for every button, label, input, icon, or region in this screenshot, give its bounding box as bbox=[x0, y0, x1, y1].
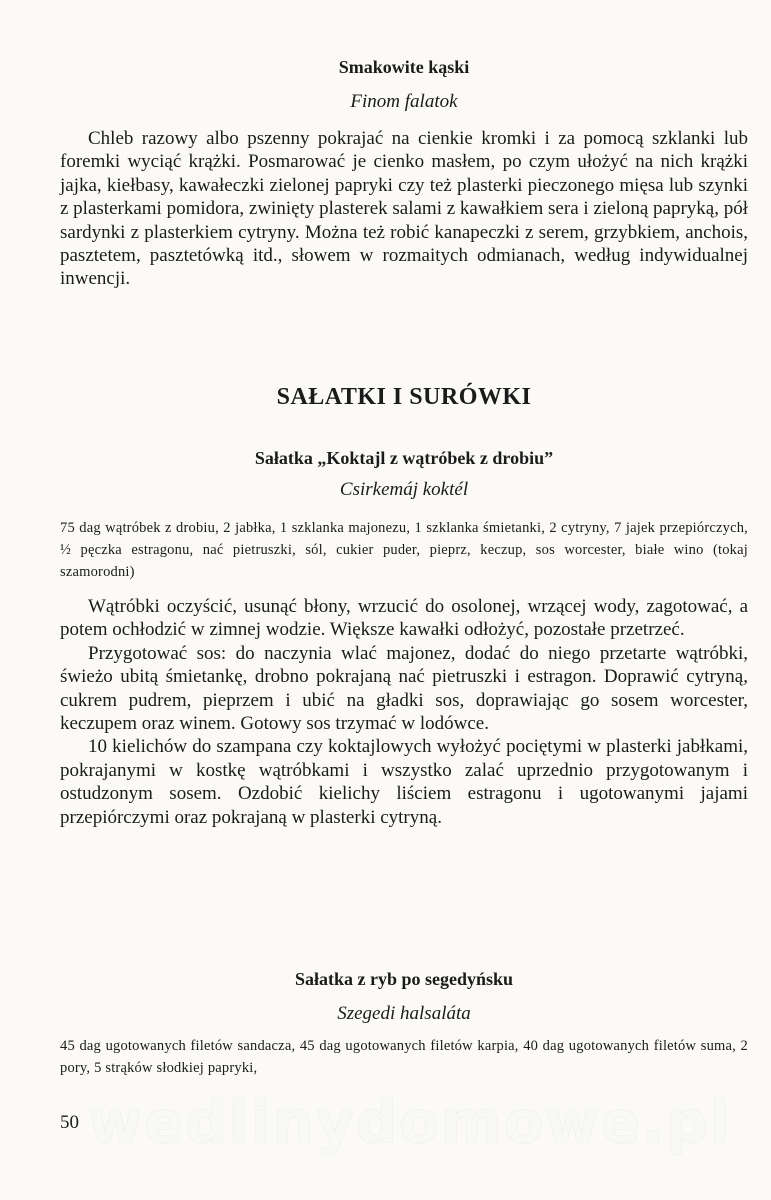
recipe-subtitle: Finom falatok bbox=[350, 91, 458, 112]
recipe-subtitle: Szegedi halsaláta bbox=[337, 1003, 471, 1024]
watermark: wedlinydomowe.pl bbox=[88, 1088, 732, 1156]
recipe-paragraph: Przygotować sos: do naczynia wlać majonez, dodać do niego przetarte wątróbki, świeżo ubitą śmietankę, drobno pokrajaną nać pietruszki i estragon. Doprawić cytryną, cukrem pudrem, pieprzem i ubić na gładki sos, doprawiając go sosem worcester, keczupem oraz winem. Gotowy sos trzymać w lodówce. bbox=[60, 642, 748, 735]
recipe-subtitle: Csirkemáj koktél bbox=[339, 479, 469, 500]
section-smakowite-kaski bbox=[60, 56, 748, 291]
ingredients-list: 45 dag ugotowanych filetów sandacza, 45 dag ugotowanych filetów karpia, 40 dag ugotowanych filetów suma, 2 pory, 5 strąków słodkiej papryki, bbox=[60, 1038, 748, 1076]
chapter-heading: SAŁATKI I SURÓWKI bbox=[276, 384, 532, 410]
recipe-salatka-z-ryb bbox=[60, 968, 748, 1079]
recipe-title: Sałatka „Koktajl z wątróbek z drobiu” bbox=[254, 448, 554, 468]
recipe-paragraph: Chleb razowy albo pszenny pokrajać na cienkie kromki i za pomocą szklanki lub foremki wyciąć krążki. Posmarować je cienko masłem, po czym ułożyć na nich krążki jajka, kiełbasy, kawałeczki zielonej papryki czy też plasterki pieczonego mięsa lub szynki z plasterkami pomidora, zwinięty plasterek salami z kawałkiem sera i zieloną papryką, pół sardynki z plasterkiem cytryny. Można też robić kanapeczki z serem, grzybkiem, anchois, pasztetem, pasztetówką itd., słowem w rozmaitych odmianach, według indywidualnej inwencji. bbox=[60, 128, 748, 290]
recipe-paragraph: 10 kielichów do szampana czy koktajlowych wyłożyć pociętymi w plasterki jabłkami, pokrajanymi w kostkę wątróbkami i wszystko zalać uprzednio przygotowanym i ostudzonym sosem. Ozdobić kielichy liściem estragonu i ugotowanymi jajami przepiórczymi oraz pokrajaną w plasterki cytryną. bbox=[60, 736, 748, 828]
section-heading bbox=[60, 383, 748, 411]
recipe-title: Sałatka z ryb po segedyńsku bbox=[294, 969, 514, 989]
ingredients-list: 75 dag wątróbek z drobiu, 2 jabłka, 1 szklanka majonezu, 1 szklanka śmietanki, 2 cytryny, 7 jajek przepiórczych, ½ pęczka estragonu, nać pietruszki, sól, cukier puder, pieprz, keczup, sos worcester, białe wino (tokaj szamorodni) bbox=[60, 520, 748, 580]
recipe-koktajl bbox=[60, 447, 748, 829]
recipe-title: Smakowite kąski bbox=[338, 57, 470, 77]
recipe-paragraph: Wątróbki oczyścić, usunąć błony, wrzucić do osolonej, wrzącej wody, zagotować, a potem ochłodzić w zimnej wodzie. Większe kawałki odłożyć, pozostałe przetrzeć. bbox=[60, 596, 748, 641]
page-number: 50 bbox=[60, 1112, 79, 1133]
